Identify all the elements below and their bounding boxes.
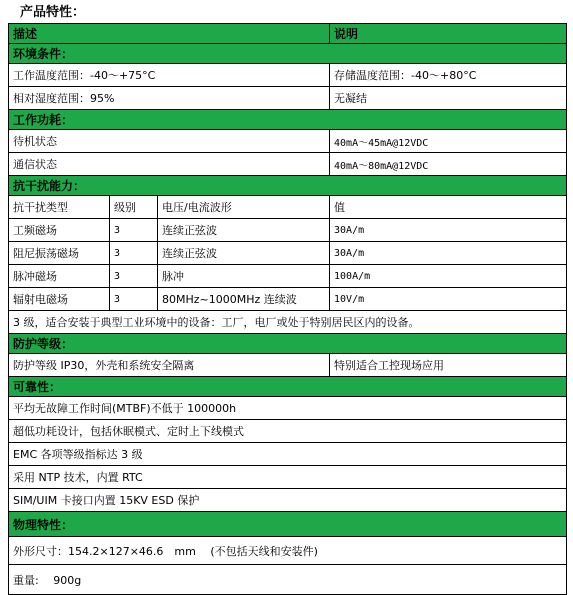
table-row — [9, 153, 567, 176]
table-row — [9, 130, 567, 153]
reliability-item: EMC 各项等级指标达 3 级 — [9, 443, 567, 466]
emc-level: 3 — [110, 242, 158, 265]
table-row — [9, 565, 567, 595]
emc-level: 3 — [110, 219, 158, 242]
emc-value: 100A/m — [330, 265, 567, 288]
section-title: 工作功耗： — [9, 110, 567, 130]
section-env — [9, 44, 567, 64]
physical-weight: 重量: 900g — [9, 565, 567, 595]
table-row — [9, 537, 567, 565]
reliability-item: 采用 NTP 技术，内置 RTC — [9, 466, 567, 489]
table-row — [9, 311, 567, 334]
table-row — [9, 397, 567, 420]
page-title — [10, 3, 85, 23]
emc-type: 阻尼振荡磁场 — [9, 242, 110, 265]
emc-level: 3 — [110, 265, 158, 288]
cell-op-temp: 工作温度范围：-40～+75°C — [9, 64, 330, 87]
section-title: 环境条件： — [9, 44, 567, 64]
cell-ip-rating: 防护等级 IP30，外壳和系统安全隔离 — [9, 354, 330, 377]
section-protect — [9, 334, 567, 354]
section-physical — [9, 512, 567, 537]
section-power — [9, 110, 567, 130]
header-explain: 说明 — [330, 24, 567, 44]
cell-comm-value: 40mA～80mA@12VDC — [330, 153, 567, 176]
emc-type: 脉冲磁场 — [9, 265, 110, 288]
section-title: 物理特性： — [9, 512, 567, 537]
cell-ip-note: 特别适合工控现场应用 — [330, 354, 567, 377]
table-row — [9, 420, 567, 443]
emc-wave: 连续正弦波 — [158, 219, 330, 242]
emc-note: 3 级，适合安装于典型工业环境中的设备：工厂，电厂或处于特别居民区内的设备。 — [9, 311, 567, 334]
emc-header-row — [9, 196, 567, 219]
table-row — [9, 265, 567, 288]
table-row — [9, 242, 567, 265]
header-describe: 描述 — [9, 24, 330, 44]
emc-wave: 连续正弦波 — [158, 242, 330, 265]
cell-storage-temp: 存储温度范围：-40～+80°C — [330, 64, 567, 87]
section-title: 防护等级： — [9, 334, 567, 354]
emc-col-level: 级别 — [110, 196, 158, 219]
emc-wave: 80MHz~1000MHz 连续波 — [158, 288, 330, 311]
table-row — [9, 354, 567, 377]
section-title: 可靠性： — [9, 377, 567, 397]
section-reliability — [9, 377, 567, 397]
page-title-text: 产品特性： — [20, 5, 86, 20]
table-row — [9, 64, 567, 87]
emc-value: 30A/m — [330, 219, 567, 242]
section-emc — [9, 176, 567, 196]
emc-type: 辐射电磁场 — [9, 288, 110, 311]
reliability-item: 平均无故障工作时间(MTBF)不低于 100000h — [9, 397, 567, 420]
table-row — [9, 288, 567, 311]
cell-condensation: 无凝结 — [330, 87, 567, 110]
table-header-row — [9, 24, 567, 44]
table-row — [9, 443, 567, 466]
cell-humidity: 相对湿度范围：95% — [9, 87, 330, 110]
emc-level: 3 — [110, 288, 158, 311]
table-row — [9, 466, 567, 489]
emc-value: 30A/m — [330, 242, 567, 265]
cell-standby: 待机状态 — [9, 130, 330, 153]
emc-col-wave: 电压/电流波形 — [158, 196, 330, 219]
table-row — [9, 489, 567, 512]
reliability-item: SIM/UIM 卡接口内置 15KV ESD 保护 — [9, 489, 567, 512]
cell-comm: 通信状态 — [9, 153, 330, 176]
emc-col-type: 抗干扰类型 — [9, 196, 110, 219]
spec-table — [8, 23, 567, 595]
section-title: 抗干扰能力： — [9, 176, 567, 196]
table-row — [9, 219, 567, 242]
cell-standby-value: 40mA～45mA@12VDC — [330, 130, 567, 153]
table-row — [9, 87, 567, 110]
physical-size: 外形尺寸：154.2×127×46.6 mm (不包括天线和安装件) — [9, 537, 567, 565]
emc-col-value: 值 — [330, 196, 567, 219]
emc-value: 10V/m — [330, 288, 567, 311]
emc-wave: 脉冲 — [158, 265, 330, 288]
reliability-item: 超低功耗设计，包括休眠模式、定时上下线模式 — [9, 420, 567, 443]
emc-type: 工频磁场 — [9, 219, 110, 242]
